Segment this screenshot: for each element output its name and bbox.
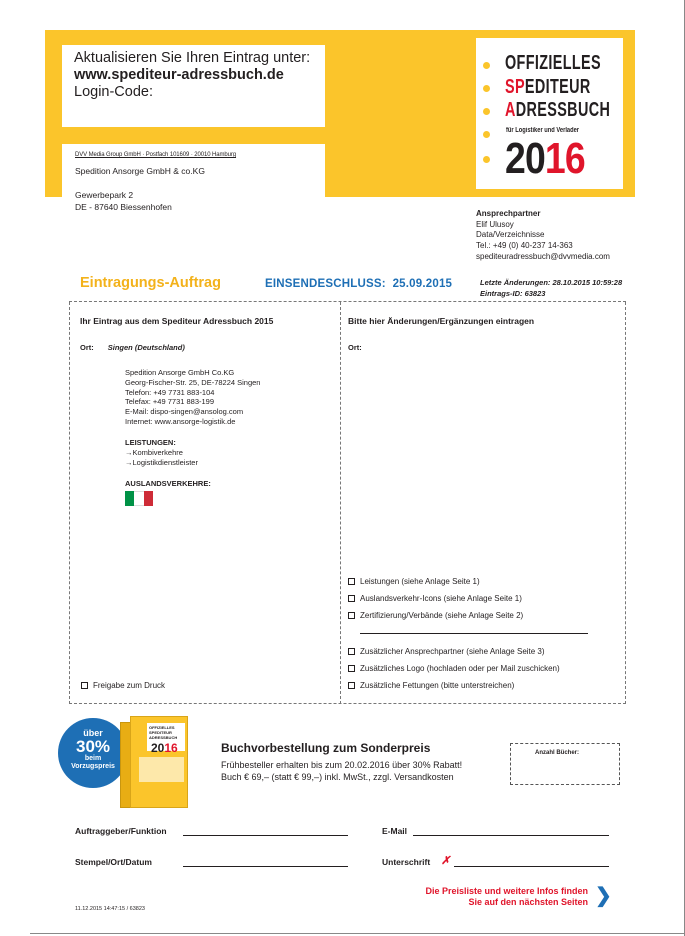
recipient-street: Gewerbepark 2 — [75, 190, 134, 200]
signature-input-line[interactable] — [454, 866, 609, 867]
checkbox-label: Zusätzliches Logo (hochladen oder per Mail zuschicken) — [360, 664, 560, 673]
flag-stripe — [125, 491, 134, 506]
divider — [625, 302, 626, 704]
signature-label: Unterschrift — [382, 857, 431, 867]
logo-dot — [483, 85, 490, 92]
next-pages-line: Die Preisliste und weitere Infos finden — [425, 886, 588, 896]
logo-year: 2016 — [505, 134, 585, 183]
next-pages-note — [400, 886, 588, 908]
checkbox-additional-bold[interactable] — [348, 681, 514, 691]
preorder-line: Buch € 69,– (statt € 99,–) inkl. MwSt., zzgl. Versandkosten — [221, 772, 454, 782]
checkbox-additional-logo[interactable] — [348, 664, 560, 674]
email-input-line[interactable] — [413, 835, 609, 836]
checkbox-label: Zusätzlicher Ansprechpartner (siehe Anlage Seite 3) — [360, 647, 545, 656]
foreign-traffic-heading: AUSLANDSVERKEHRE: — [125, 479, 211, 488]
entry-email: E-Mail: dispo-singen@ansolog.com — [125, 407, 244, 417]
checkbox-certification[interactable] — [348, 611, 523, 621]
divider — [69, 302, 70, 704]
form-title: Eintragungs-Auftrag — [80, 275, 221, 291]
sender-line: DVV Media Group GmbH · Postfach 101609 · 20010 Hamburg — [75, 152, 237, 158]
checkbox-icon[interactable] — [348, 682, 355, 689]
checkbox-icon[interactable] — [348, 665, 355, 672]
print-timestamp: 11.12.2015 14:47:15 / 63823 — [75, 906, 145, 912]
contact-department: Data/Verzeichnisse — [476, 230, 545, 240]
checkbox-label: Zusätzliche Fettungen (bitte unterstreichen) — [360, 681, 515, 690]
page-edge-bottom — [30, 933, 685, 934]
update-info-box — [62, 45, 325, 127]
sign-here-mark-icon: ✗ — [441, 855, 451, 867]
logo-subtitle: für Logistiker und Verlader — [506, 127, 580, 134]
checkbox-icon[interactable] — [348, 612, 355, 619]
checkbox-label: Leistungen (siehe Anlage Seite 1) — [360, 577, 480, 586]
book-cover-image — [120, 716, 190, 808]
quantity-label: Anzahl Bücher: — [535, 750, 580, 756]
checkbox-foreign-icons[interactable] — [348, 594, 522, 604]
chevron-right-icon[interactable]: ❯ — [595, 885, 612, 907]
book-title: OFFIZIELLES SPEDITEUR ADRESSBUCH — [147, 723, 185, 751]
checkbox-icon[interactable] — [348, 578, 355, 585]
write-in-line[interactable] — [360, 633, 588, 634]
contact-phone: Tel.: +49 (0) 40-237 14-363 — [476, 241, 573, 251]
preorder-line: Frühbesteller erhalten bis zum 20.02.2016 über 30% Rabatt! — [221, 760, 463, 770]
checkbox-label: Auslandsverkehr-Icons (siehe Anlage Seite 1) — [360, 594, 522, 603]
book-year: 2016 — [151, 741, 178, 755]
recipient-city: DE - 87640 Biessenhofen — [75, 202, 172, 212]
badge-text: Vorzugspreis — [71, 763, 115, 770]
email-label: E-Mail — [382, 826, 408, 836]
checkbox-label: Freigabe zum Druck — [93, 681, 166, 690]
stamp-label: Stempel/Ort/Datum — [75, 857, 152, 867]
services-heading: LEISTUNGEN: — [125, 438, 176, 447]
changes-heading: Bitte hier Änderungen/Ergänzungen eintragen — [348, 316, 535, 326]
discount-badge — [58, 718, 128, 788]
current-entry-heading: Ihr Eintrag aus dem Spediteur Adressbuch 2015 — [80, 316, 274, 326]
contact-email[interactable]: spediteuradressbuch@dvvmedia.com — [476, 251, 610, 261]
logo-dot — [483, 108, 490, 115]
preorder-title: Buchvorbestellung zum Sonderpreis — [221, 741, 431, 755]
checkbox-icon[interactable] — [81, 682, 88, 689]
logo-word-adressbuch: ADRESSBUCH — [505, 99, 611, 121]
client-input-line[interactable] — [183, 835, 348, 836]
services-list — [125, 448, 198, 468]
flag-stripe — [134, 491, 143, 506]
contact-name: Elif Ulusoy — [476, 219, 514, 229]
service-item: →Kombiverkehre — [125, 448, 183, 457]
divider — [69, 703, 626, 704]
checkbox-icon[interactable] — [348, 595, 355, 602]
checkbox-release-print[interactable] — [81, 681, 165, 691]
logo-word-spediteur: SPEDITEUR — [505, 76, 591, 98]
divider — [69, 301, 626, 302]
italy-flag-icon — [125, 491, 153, 506]
logo-dot — [483, 131, 490, 138]
recipient-company: Spedition Ansorge GmbH & co.KG — [75, 166, 205, 176]
column-divider — [340, 302, 341, 704]
new-location-label: Ort: — [348, 343, 362, 352]
book-cover-text — [139, 757, 184, 782]
checkbox-services[interactable] — [348, 577, 480, 587]
flag-stripe — [144, 491, 153, 506]
service-item: →Logistikdienstleister — [125, 457, 198, 467]
preorder-details — [221, 759, 462, 783]
logo-dot — [483, 156, 490, 163]
entry-website: Internet: www.ansorge-logistik.de — [125, 416, 236, 426]
current-entry-details — [125, 368, 260, 427]
stamp-input-line[interactable] — [183, 866, 348, 867]
login-code-label: Login-Code: — [74, 84, 153, 100]
entry-fax: Telefax: +49 7731 883-199 — [125, 397, 215, 407]
current-location: Ort: Singen (Deutschland) — [80, 343, 185, 352]
logo-word-offizielles: OFFIZIELLES — [505, 52, 601, 74]
last-changes: Letzte Änderungen: 28.10.2015 10:59:28 — [480, 278, 623, 287]
entry-meta — [480, 278, 622, 299]
update-url-link[interactable]: www.spediteur-adressbuch.de — [74, 67, 284, 83]
entry-id: Eintrags-ID: 63823 — [480, 288, 546, 298]
logo-dot — [483, 62, 490, 69]
badge-text: über — [83, 728, 103, 738]
contact-heading: Ansprechpartner — [476, 209, 541, 218]
badge-text: beim — [84, 755, 102, 762]
entry-address: Georg-Fischer-Str. 25, DE-78224 Singen — [125, 377, 261, 387]
contact-block — [476, 209, 610, 263]
client-label: Auftraggeber/Funktion — [75, 826, 167, 836]
checkbox-label: Zertifizierung/Verbände (siehe Anlage Seite 2) — [360, 611, 524, 620]
book-front — [130, 716, 188, 808]
deadline: EINSENDESCHLUSS: 25.09.2015 — [265, 278, 453, 290]
entry-phone: Telefon: +49 7731 883-104 — [125, 387, 215, 397]
checkbox-icon[interactable] — [348, 648, 355, 655]
update-instruction: Aktualisieren Sie Ihren Eintrag unter: — [74, 50, 311, 66]
entry-company: Spedition Ansorge GmbH Co.KG — [125, 368, 235, 377]
book-quantity-field[interactable] — [510, 743, 620, 785]
badge-percent: 30% — [75, 737, 111, 756]
checkbox-additional-contact[interactable] — [348, 647, 545, 657]
next-pages-line: Sie auf den nächsten Seiten — [468, 897, 588, 907]
